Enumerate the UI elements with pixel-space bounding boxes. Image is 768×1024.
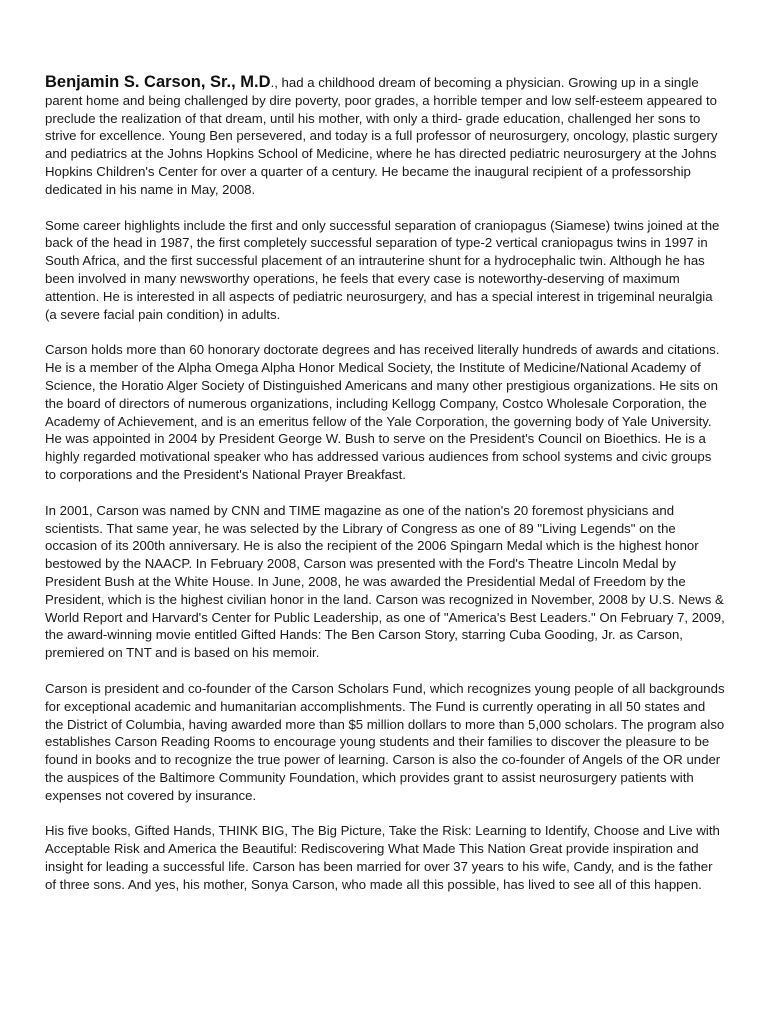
paragraph-awards: In 2001, Carson was named by CNN and TIME magazine as one of the nation's 20 foremost physicians and scientists. That same year, he was selected by the Library of Congress as one of 89 "Living Legends" on the occasion of its 200th anniversary. He is also the recipient of the 2006 Spingarn Medal which is the highest honor bestowed by the NAACP. In February 2008, Carson was presented with the Ford's Theatre Lincoln Medal by President Bush at the White House. In June, 2008, he was awarded the Presidential Medal of Freedom by the President, which is the highest civilian honor in the land. Carson was recognized in November, 2008 by U.S. News & World Report and Harvard's Center for Public Leadership, as one of "America's Best Leaders." On February 7, 2009, the award-winning movie entitled Gifted Hands: The Ben Carson Story, starring Cuba Gooding, Jr. as Carson, premiered on TNT and is based on his memoir.: [45, 502, 725, 661]
paragraph-intro: [45, 74, 725, 199]
paragraph-career-highlights: Some career highlights include the first and only successful separation of craniopagus (Siamese) twins joined at the back of the head in 1987, the first completely successful separation of type-2 vertical craniopagus twins in 1997 in South Africa, and the first successful placement of an intrauterine shunt for a hydrocephalic twin. Although he has been involved in many newsworthy operations, he feels that every case is noteworthy-deserving of maximum attention. He is interested in all aspects of pediatric neurosurgery, and has a special interest in trigeminal neuralgia (a severe facial pain condition) in adults.: [45, 217, 720, 322]
paragraph-books: His five books, Gifted Hands, THINK BIG, The Big Picture, Take the Risk: Learning to Identify, Choose and Live with Acceptable Risk and America the Beautiful: Rediscovering What Made This Nation Great provide inspiration and insight for leading a successful life. Carson has been married for over 37 years to his wife, Candy, and is the father of three sons. And yes, his mother, Sonya Carson, who made all this possible, has lived to see all of this happen.: [45, 823, 720, 892]
paragraph-intro-text: ., had a childhood dream of becoming a physician. Growing up in a single parent home and being challenged by dire poverty, poor grades, a horrible temper and low self-esteem appeared to preclude the realization of that dream, until his mother, with only a third- grade education, challenged her sons to strive for excellence. Young Ben persevered, and today is a full professor of neurosurgery, oncology, plastic surgery and pediatrics at the Johns Hopkins School of Medicine, where he has directed pediatric neurosurgery at the Johns Hopkins Children's Center for over a quarter of a century. He became the inaugural recipient of a professorship dedicated in his name in May, 2008.: [45, 75, 718, 197]
document-page: [45, 74, 725, 912]
subject-name: Benjamin S. Carson, Sr., M.D: [45, 73, 271, 91]
paragraph-honors: Carson holds more than 60 honorary doctorate degrees and has received literally hundreds of awards and citations. He is a member of the Alpha Omega Alpha Honor Medical Society, the Institute of Medicine/National Academy of Science, the Horatio Alger Society of Distinguished Americans and many other prestigious organizations. He sits on the board of directors of numerous organizations, including Kellogg Company, Costco Wholesale Corporation, the Academy of Achievement, and is an emeritus fellow of the Yale Corporation, the governing body of Yale University. He was appointed in 2004 by President George W. Bush to serve on the President's Council on Bioethics. He is a highly regarded motivational speaker who has addressed various audiences from school systems and civic groups to corporations and the President's National Prayer Breakfast.: [45, 342, 720, 482]
paragraph-scholars-fund: Carson is president and co-founder of the Carson Scholars Fund, which recognizes young people of all backgrounds for exceptional academic and humanitarian accomplishments. The Fund is currently operating in all 50 states and the District of Columbia, having awarded more than $5 million dollars to more than 5,000 scholars. The program also establishes Carson Reading Rooms to encourage young students and their families to discover the pleasure to be found in books and to recognize the true power of learning. Carson is also the co-founder of Angels of the OR under the auspices of the Baltimore Community Foundation, which provides grant to assist neurosurgery patients with expenses not covered by insurance.: [45, 680, 725, 803]
